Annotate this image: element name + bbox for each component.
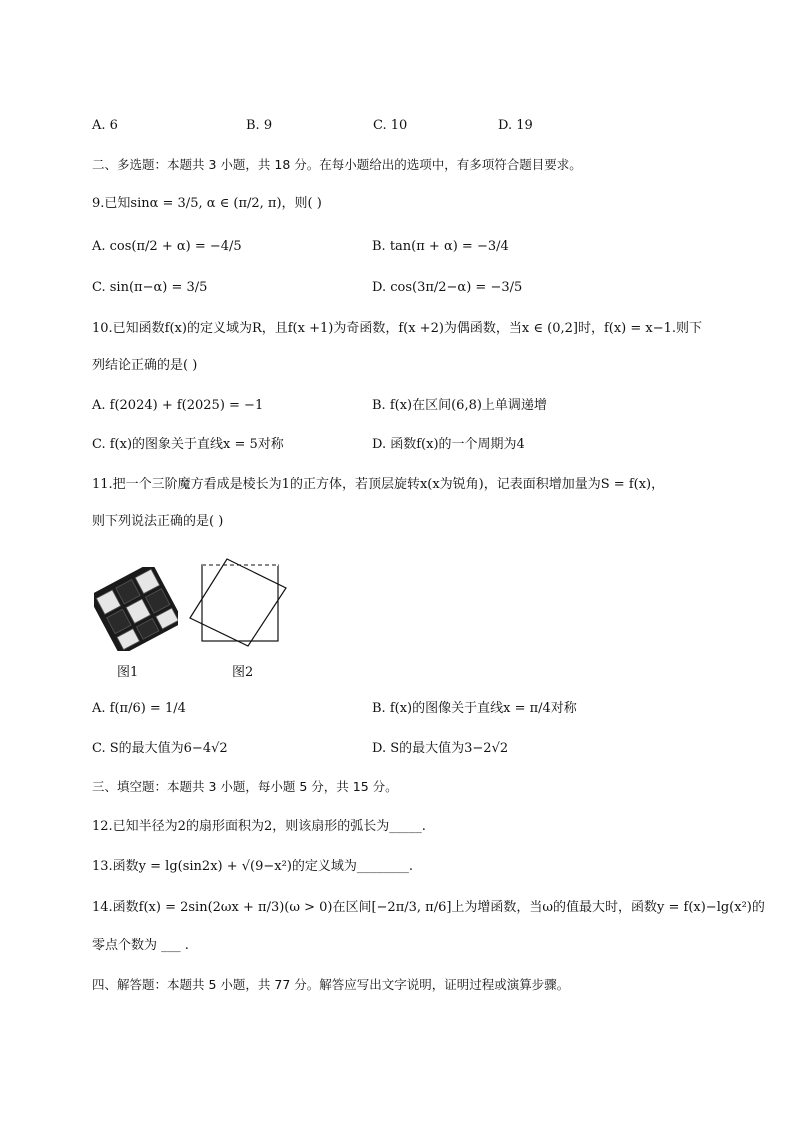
section-3-heading: 三、填空题：本题共 3 小题，每小题 5 分，共 15 分。 xyxy=(92,779,398,794)
q10-option-c: C. f(x)的图象关于直线x = 5对称 xyxy=(92,437,284,452)
q9-option-b: B. tan(π + α) = −3/4 xyxy=(372,239,509,254)
q11-option-d: D. S的最大值为3−2√2 xyxy=(372,741,509,756)
q12-text: 12.已知半径为2的扇形面积为2，则该扇形的弧长为_____. xyxy=(92,819,426,834)
q10-option-a: A. f(2024) + f(2025) = −1 xyxy=(92,398,264,413)
figure-1-caption: 图1 xyxy=(117,665,139,680)
q9-option-c: C. sin(π−α) = 3/5 xyxy=(92,280,208,295)
q9-option-d: D. cos(3π/2−α) = −3/5 xyxy=(372,280,523,295)
q13-text: 13.函数y = lg(sin2x) + √(9−x²)的定义域为________. xyxy=(92,859,414,874)
q10-stem-line2: 列结论正确的是( ) xyxy=(92,358,198,373)
q11-option-b: B. f(x)的图像关于直线x = π/4对称 xyxy=(372,701,577,716)
q10-stem-line1: 10.已知函数f(x)的定义域为R，且f(x +1)为奇函数，f(x +2)为偶函数，当x ∈ (0,2]时，f(x) = x−1.则下 xyxy=(92,321,703,336)
rubiks-cube-figure xyxy=(94,567,178,651)
q10-option-b: B. f(x)在区间(6,8)上单调递增 xyxy=(372,398,547,413)
q8-option-a: A. 6 xyxy=(92,118,118,133)
q14-text-line2: 零点个数为 ___ . xyxy=(92,938,189,953)
q9-option-a: A. cos(π/2 + α) = −4/5 xyxy=(92,239,242,254)
q8-option-c: C. 10 xyxy=(373,118,408,133)
section-2-heading: 二、多选题：本题共 3 小题，共 18 分。在每小题给出的选项中，有多项符合题目要求。 xyxy=(92,157,582,172)
q8-option-d: D. 19 xyxy=(498,118,533,133)
q11-option-a: A. f(π/6) = 1/4 xyxy=(92,701,186,716)
q11-stem-line2: 则下列说法正确的是( ) xyxy=(92,514,224,529)
q11-option-c: C. S的最大值为6−4√2 xyxy=(92,741,228,756)
q14-text-line1: 14.函数f(x) = 2sin(2ωx + π/3)(ω > 0)在区间[−2π/3, π/6]上为增函数，当ω的值最大时，函数y = f(x)−lg(x²)的 xyxy=(92,900,765,915)
section-4-heading: 四、解答题：本题共 5 小题，共 77 分。解答应写出文字说明，证明过程或演算步骤。 xyxy=(92,977,570,992)
rotated-square-figure xyxy=(188,558,288,648)
q11-stem-line1: 11.把一个三阶魔方看成是棱长为1的正方体，若顶层旋转x(x为锐角)，记表面积增加量为S = f(x)， xyxy=(92,477,665,492)
q9-stem: 9.已知sinα = 3/5, α ∈ (π/2, π)，则( ) xyxy=(92,196,322,211)
figure-2-caption: 图2 xyxy=(232,665,254,680)
q8-option-b: B. 9 xyxy=(246,118,273,133)
q10-option-d: D. 函数f(x)的一个周期为4 xyxy=(372,437,525,452)
